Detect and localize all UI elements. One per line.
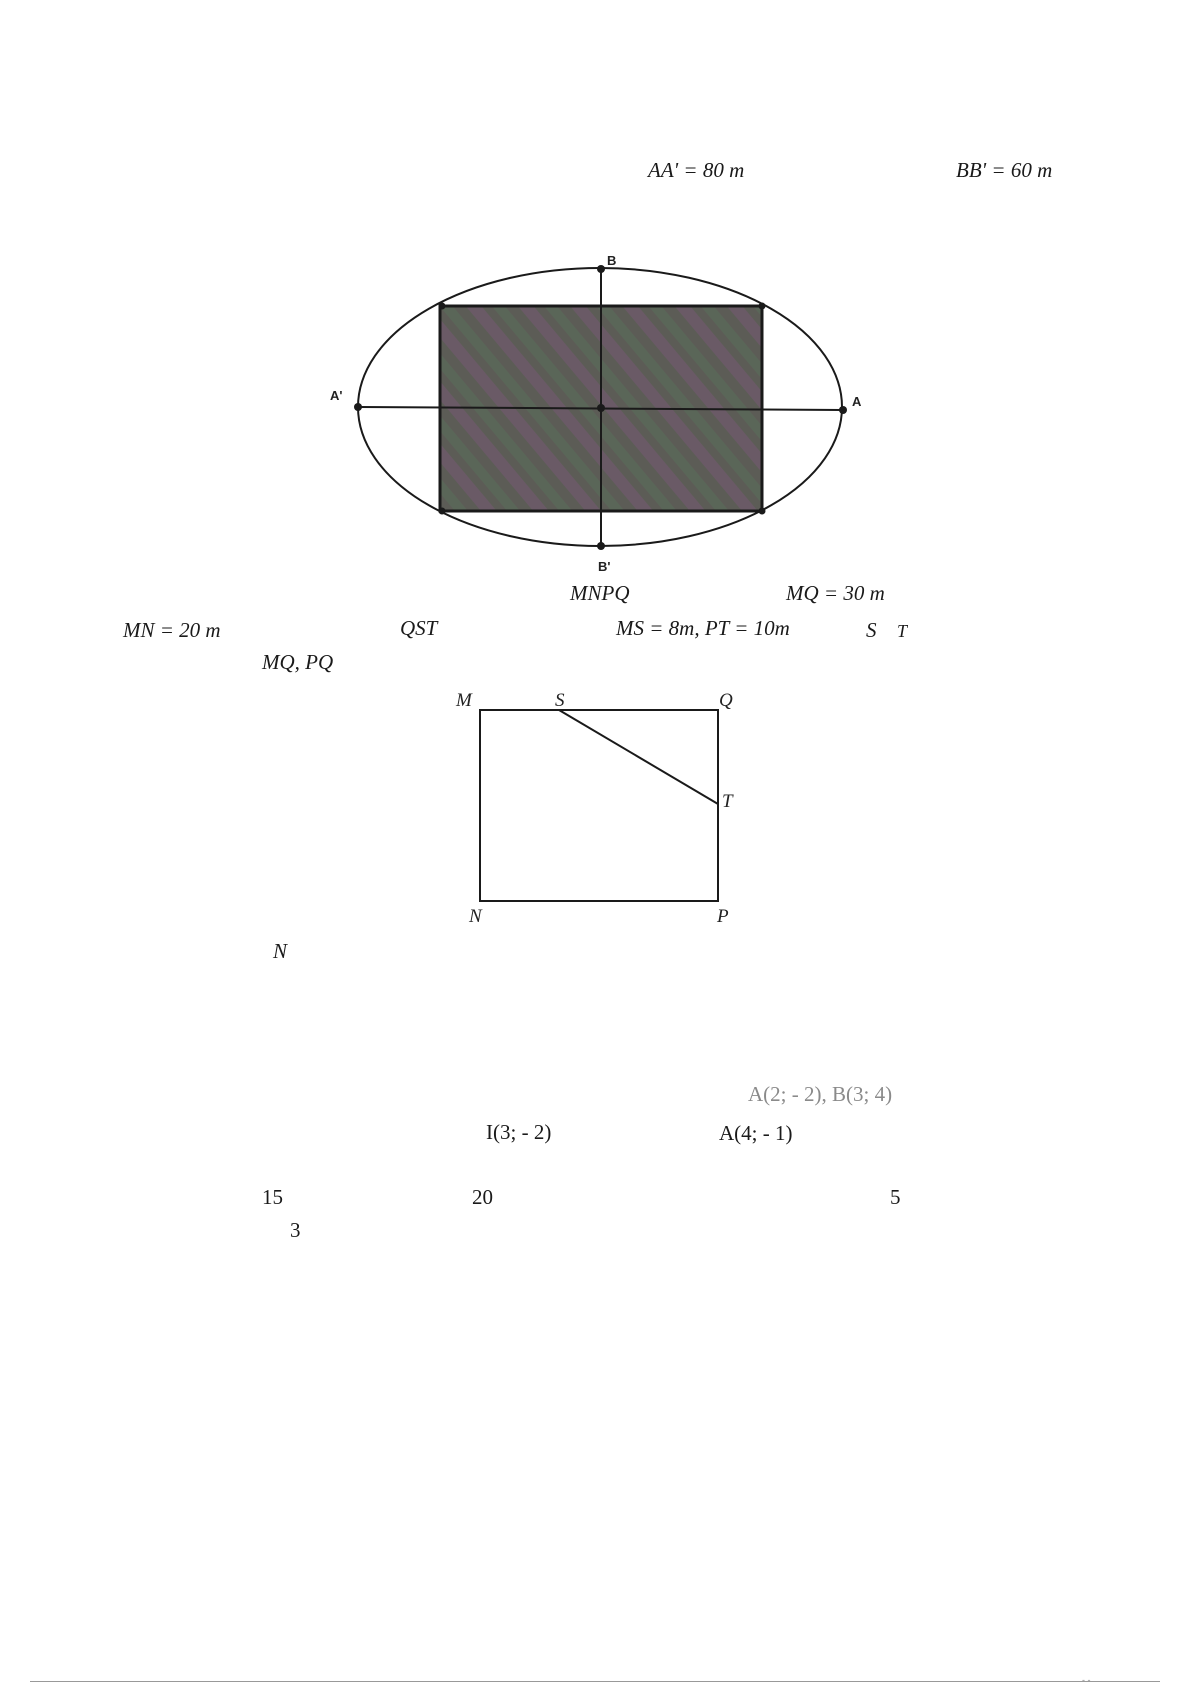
rect-name: MNPQ bbox=[570, 581, 630, 605]
ms-pt-lengths: MS = 8m, PT = 10m bbox=[616, 616, 790, 640]
label-b: B bbox=[607, 253, 617, 268]
points-a-b: A(2; - 2), B(3; 4) bbox=[748, 1082, 893, 1106]
mq-length: MQ = 30 m bbox=[786, 581, 885, 605]
label-a: A bbox=[852, 394, 862, 409]
fig-label-n: N bbox=[469, 906, 482, 927]
fig-label-q: Q bbox=[719, 690, 733, 711]
number-15: 15 bbox=[262, 1185, 283, 1209]
rect-mnpq bbox=[480, 710, 718, 901]
point-a: A(4; - 1) bbox=[719, 1121, 793, 1145]
point-s-label: S bbox=[866, 618, 877, 642]
point-n-label: N bbox=[273, 939, 288, 963]
label-a-prime: A' bbox=[330, 388, 343, 403]
label-b-prime: B' bbox=[598, 559, 611, 574]
bb-length: BB' = 60 m bbox=[956, 158, 1053, 182]
number-20: 20 bbox=[472, 1185, 493, 1209]
mn-length: MN = 20 m bbox=[123, 618, 221, 642]
segment-st bbox=[559, 710, 718, 804]
number-5: 5 bbox=[890, 1185, 901, 1209]
page-mark: - - bbox=[1082, 1675, 1091, 1685]
aa-length: AA' = 80 m bbox=[648, 158, 745, 182]
fig-label-s: S bbox=[555, 690, 565, 711]
point-t-label: T bbox=[897, 621, 908, 641]
footer-rule bbox=[30, 1681, 1160, 1682]
number-3: 3 bbox=[290, 1218, 301, 1242]
fig-label-m: M bbox=[456, 690, 472, 711]
fig-label-t: T bbox=[722, 791, 733, 812]
center-i: I(3; - 2) bbox=[486, 1120, 552, 1144]
sides-label: MQ, PQ bbox=[262, 650, 334, 674]
fig-label-p: P bbox=[717, 906, 729, 927]
triangle-name: QST bbox=[400, 616, 438, 640]
